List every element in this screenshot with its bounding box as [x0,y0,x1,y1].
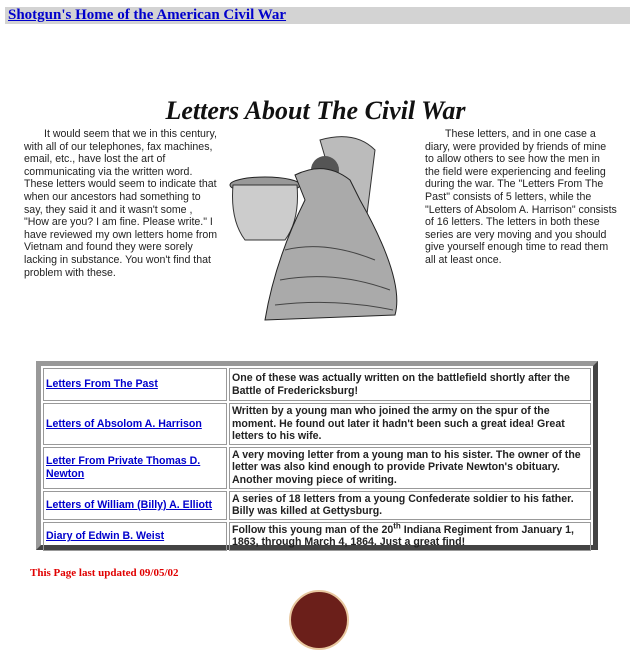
desc-superscript: th [393,521,401,531]
william-elliott-link[interactable]: Letters of William (Billy) A. Elliott [46,498,213,511]
thomas-newton-link[interactable]: Letter From Private Thomas D. Newton [46,455,201,480]
desc-part: Indiana Regiment from January 1, 1863, through March 4, 1864. Just a great find! [232,523,574,549]
row-description: A series of 18 letters from a young Confederate soldier to his father. Billy was killed at Gettysburg. [229,491,591,520]
table-row [43,491,591,520]
table-row [43,403,591,445]
seal-logo [289,590,349,650]
row-description: Written by a young man who joined the army on the spur of the moment. He found out later it hadn't been such a great idea! Great letters to his wife. [229,403,591,445]
row-description: One of these was actually written on the battlefield shortly after the Battle of Fredericksburg! [229,368,591,401]
row-description [229,522,591,551]
letters-from-the-past-link[interactable]: Letters From The Past [46,378,158,391]
edwin-weist-link[interactable]: Diary of Edwin B. Weist [46,530,165,543]
desc-part: Follow this young man of the 20 [232,523,394,536]
page-title: Letters About The Civil War [165,96,466,125]
intro-right: These letters, and in one case a diary, were provided by friends of mine to allow others to see how the men in the field were experiencing and feeling during the war. The "Letters From The Past" consists of 5 letters, while the "Letters of Absolom A. Harrison" consists of 16 letters. The letters in both these series are very moving and you should give yourself enough time to read them all at least once. [425,128,617,266]
absolom-harrison-link[interactable]: Letters of Absolom A. Harrison [46,417,202,430]
letters-table [36,361,598,550]
home-link[interactable]: Shotgun's Home of the American Civil War [8,7,287,23]
intro-left: It would seem that we in this century, with all of our telephones, fax machines, email, etc., have lost the art of communicating via the written word. These letters would seem to indicate that when our ancestors had something to say, they said it and it wasn't some , "How are you? I am fine. Please write." I have reviewed my own letters home from Vietnam and found they were sorely lacking in substance. You won't find that problem with these. [24,128,218,279]
woman-writing-letter-illustration [225,130,410,325]
last-updated: This Page last updated 09/05/02 [30,567,179,579]
row-description: A very moving letter from a young man to his sister. The owner of the letter was also kind enough to provide Private Newton's obituary. Another moving piece of writing. [229,447,591,489]
table-row [43,447,591,489]
table-row [43,368,591,401]
table-row [43,522,591,551]
header-bar [5,7,630,24]
